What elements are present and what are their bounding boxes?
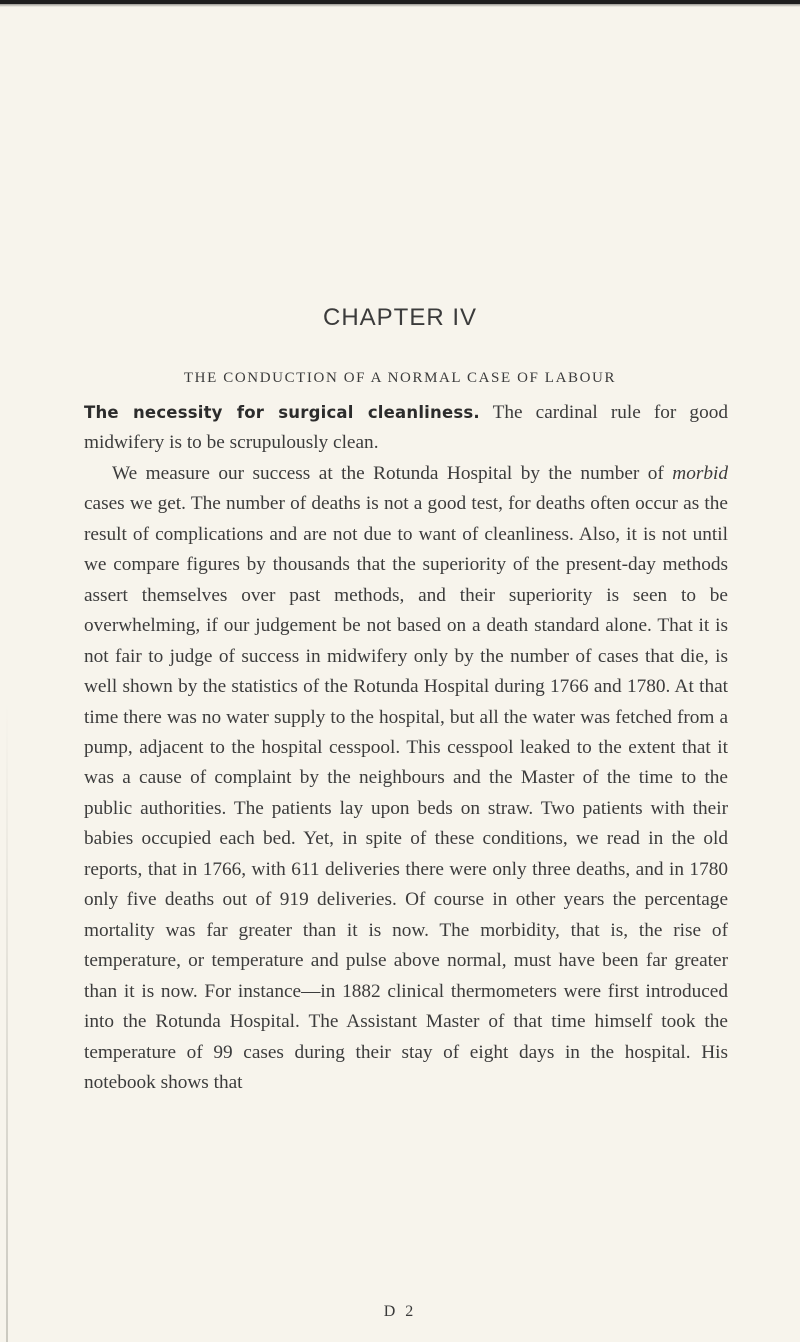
page-left-edge [6,700,8,1342]
paragraph-text-part-1: We measure our success at the Rotunda Hospital by the number of [112,462,673,484]
section-run-in-heading: The necessity for surgical cleanliness. [84,403,480,422]
opening-text: The cardinal rule for good midwifery is to be scrupulously clean. [84,402,728,454]
chapter-body [84,398,728,1098]
page-signature-mark: D 2 [383,1303,417,1320]
paragraph-text-part-2: cases we get. The number of deaths is not a good test, for deaths often occur as the result of complications and are not due to want of cleanliness. Also, it is not until we compare figures by thousands that the superiority of the present-day methods assert themselves over past methods, and their superiority is seen to be overwhelming, if our judgement be not based on a death standard alone. That it is not fair to judge of success in midwifery only by the number of cases that die, is well shown by the statistics of the Rotunda Hospital during 1766 and 1780. At that time there was no water supply to the hospital, but all the water was fetched from a pump, adjacent to the hospital cesspool. This cesspool leaked to the extent that it was a cause of complaint by the neighbours and the Master of the time to the public authorities. The patients lay upon beds on straw. Two patients with their babies occupied each bed. Yet, in spite of these conditions, we read in the old reports, that in 1766, with 611 deliveries there were only three deaths, and in 1780 only five deaths out of 919 deliveries. Of course in other years the percentage mortality was far greater than it is now. The morbidity, that is, the rise of temperature, or temperature and pulse above normal, must have been far greater than it is now. For instance—in 1882 clinical thermometers were first introduced into the Rotunda Hospital. The Assistant Master of that time himself took the temperature of 99 cases during their stay of eight days in the hospital. His notebook shows that [84,493,728,1093]
chapter-heading: CHAPTER IV [322,304,478,331]
page-top-shadow [0,4,800,7]
italic-term: morbid [672,462,728,484]
paragraph-opening [84,398,728,459]
chapter-subtitle: THE CONDUCTION OF A NORMAL CASE OF LABOUR [183,370,617,386]
paragraph-main [84,459,728,1099]
